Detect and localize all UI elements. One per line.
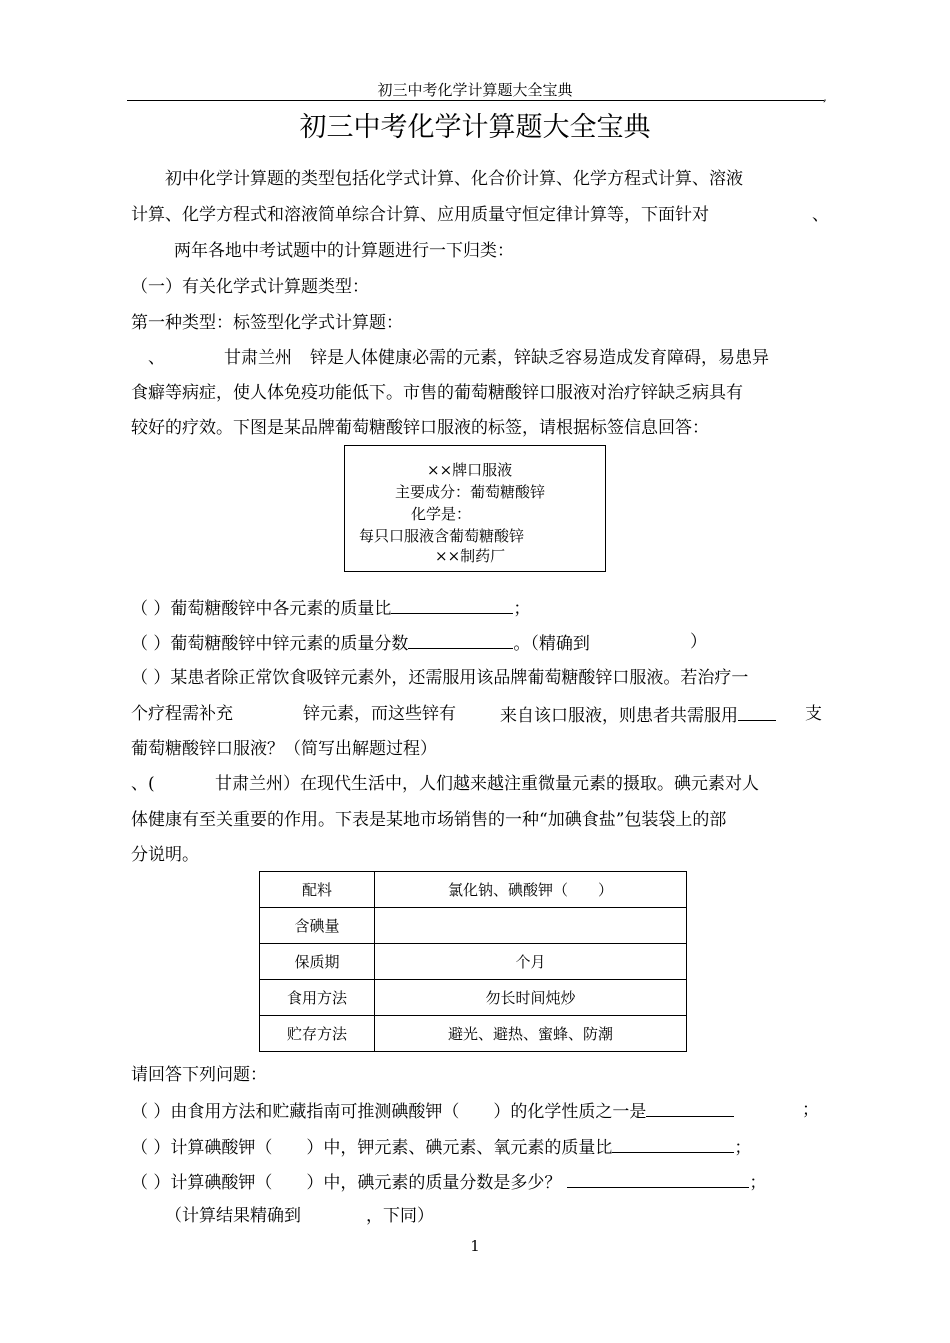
type-heading: 第一种类型：标签型化学式计算题： (131, 313, 403, 333)
q2-note-b: ，下同） (366, 1206, 434, 1226)
q1-part-a-text: （ ）葡萄糖酸锌中各元素的质量比 (131, 599, 392, 619)
answer-blank[interactable] (738, 702, 776, 721)
q2-line-1: 甘肃兰州）在现代生活中，人们越来越注重微量元素的摄取。碘元素对人 (215, 774, 759, 794)
answer-blank[interactable] (646, 1098, 734, 1117)
label-brand: ××牌口服液 (427, 461, 513, 479)
q1-part-b-end: 。（精确到 (513, 634, 590, 654)
q1-line-1: 锌是人体健康必需的元素，锌缺乏容易造成发育障碍，易患异 (310, 348, 769, 368)
q1-line-2: 食癖等病症，使人体免疫功能低下。市售的葡萄糖酸锌口服液对治疗锌缺乏病具有 (131, 383, 743, 403)
q1-part-b-close: ） (690, 632, 707, 652)
q1-part-b (131, 630, 590, 656)
salt-info-table (259, 871, 687, 1052)
table-row (260, 1016, 687, 1052)
answer-blank[interactable] (612, 1134, 734, 1153)
q2-part-c (131, 1169, 766, 1195)
intro-line-2-mark: 、 (812, 205, 829, 225)
q1-source: 甘肃兰州 (224, 348, 292, 368)
q1-part-c-c (500, 702, 776, 728)
q2-line-2: 体健康有至关重要的作用。下表是某地市场销售的一种“加碘食盐”包装袋上的部 (131, 810, 727, 830)
q2-prefix: 、( (131, 774, 155, 794)
q2-part-a (131, 1098, 734, 1124)
section-heading: （一）有关化学式计算题类型： (131, 277, 369, 297)
table-row (260, 980, 687, 1016)
table-row (260, 908, 687, 944)
table-row (260, 872, 687, 908)
label-maker: ××制药厂 (435, 547, 506, 565)
label-formula: 化学是： (411, 505, 472, 523)
table-key: 含碘量 (260, 908, 375, 944)
q1-part-c-d: 支 (805, 704, 822, 724)
q1-mark: 、 (148, 348, 165, 368)
table-value: 避光、避热、蜜蜂、防潮 (375, 1016, 687, 1052)
answer-blank[interactable] (391, 595, 513, 614)
q1-part-a-end: ； (513, 599, 531, 619)
answer-blank[interactable] (567, 1169, 749, 1188)
q1-part-a (131, 595, 530, 621)
q2-part-a-text: （ ）由食用方法和贮藏指南可推测碘酸钾（ ）的化学性质之一是 (131, 1102, 647, 1122)
q2-part-b-text: （ ）计算碘酸钾（ ）中，钾元素、碘元素、氧元素的质量比 (131, 1138, 613, 1158)
q2-part-c-text: （ ）计算碘酸钾（ ）中，碘元素的质量分数是多少？ (131, 1173, 562, 1193)
q1-part-c-line-1: （ ）某患者除正常饮食吸锌元素外，还需服用该品牌葡萄糖酸锌口服液。若治疗一 (131, 668, 749, 688)
answer-blank[interactable] (408, 630, 513, 649)
q1-part-c-b: 锌元素，而这些锌有 (303, 704, 456, 724)
q2-part-b-end: ； (734, 1138, 752, 1158)
q2-part-c-end: ； (749, 1173, 767, 1193)
q2-note-a: （计算结果精确到 (165, 1206, 301, 1226)
table-key: 配料 (260, 872, 375, 908)
intro-line-2: 计算、化学方程式和溶液简单综合计算、应用质量守恒定律计算等，下面针对 (131, 205, 709, 225)
q2-part-b (131, 1134, 751, 1160)
header-mark: , (823, 90, 827, 104)
table-value: 勿长时间炖炒 (375, 980, 687, 1016)
running-header: 初三中考化学计算题大全宝典 (377, 81, 573, 99)
page-title: 初三中考化学计算题大全宝典 (299, 112, 651, 143)
q2-line-3: 分说明。 (131, 845, 199, 865)
q1-part-c-line-3: 葡萄糖酸锌口服液？（简写出解题过程） (131, 739, 437, 759)
page-number: 1 (470, 1237, 480, 1255)
q1-part-c-c-text: 来自该口服液，则患者共需服用 (500, 706, 738, 726)
intro-line-1: 初中化学计算题的类型包括化学式计算、化合价计算、化学方程式计算、溶液 (165, 169, 743, 189)
label-content: 每只口服液含葡萄糖酸锌 (359, 527, 525, 545)
table-value: 氯化钠、碘酸钾（ ） (375, 872, 687, 908)
intro-line-3: 两年各地中考试题中的计算题进行一下归类： (174, 241, 514, 261)
product-label-box (344, 445, 606, 572)
q1-part-c-a: 个疗程需补充 (131, 704, 233, 724)
q1-line-3: 较好的疗效。下图是某品牌葡萄糖酸锌口服液的标签，请根据标签信息回答： (131, 418, 709, 438)
table-key: 贮存方法 (260, 1016, 375, 1052)
q1-part-b-text: （ ）葡萄糖酸锌中锌元素的质量分数 (131, 634, 409, 654)
header-rule (127, 100, 824, 101)
table-value: 个月 (375, 944, 687, 980)
label-ingredient: 主要成分：葡萄糖酸锌 (395, 483, 546, 501)
table-key: 食用方法 (260, 980, 375, 1016)
table-value (375, 908, 687, 944)
table-key: 保质期 (260, 944, 375, 980)
q2-part-a-end: ； (802, 1100, 819, 1120)
q2-intro: 请回答下列问题： (131, 1065, 267, 1085)
table-row (260, 944, 687, 980)
